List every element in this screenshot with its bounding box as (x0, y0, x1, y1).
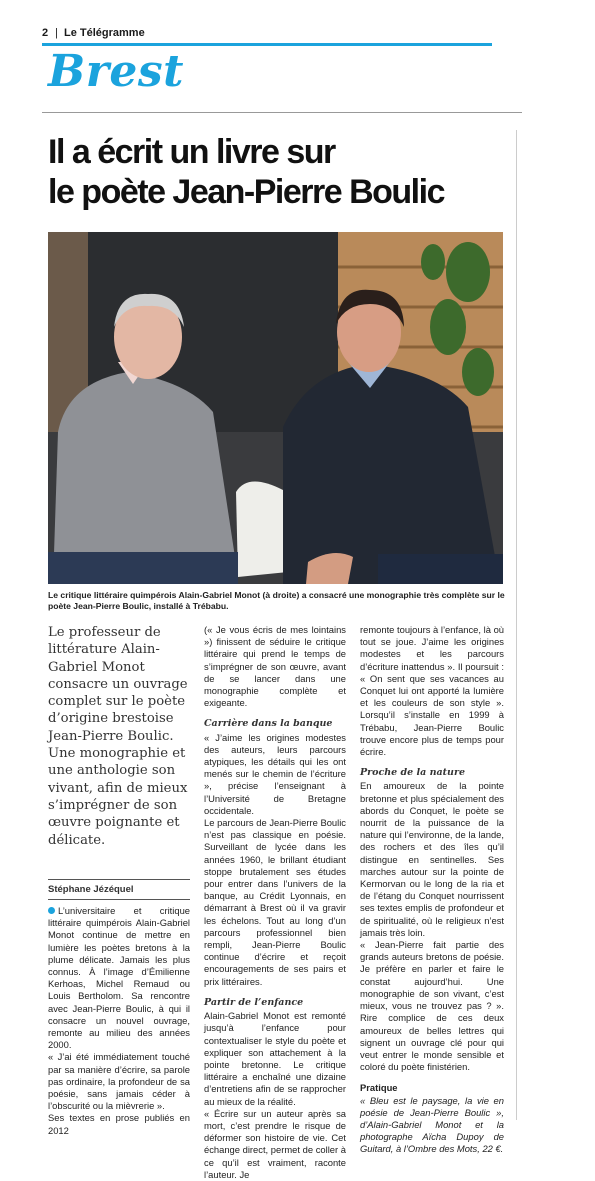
paragraph: (« Je vous écris de mes lointains ») finissent de séduire le critique littéraire qui prend le temps de s’imprégner de son œuvre, avant de se lancer dans une monographie complète et exigeante. (204, 624, 346, 709)
paragraph (48, 905, 190, 1051)
paragraph: Le parcours de Jean-Pierre Boulic n’est pas classique en poésie. Surveillant de lycée dans les années 1960, le brillant étudiant stoppe brutalement ses études pour entrer dans l’univers de la banque, au Crédit Lyonnais, en démarrant à Brest où il va gravir les échelons. Tout au long d’un parcours professionnel bien rempli, Jean-Pierre Boulic continue d’écrire et reçoit encouragements de ses pairs et prix littéraires. (204, 817, 346, 987)
author-byline: Stéphane Jézéquel (48, 884, 134, 895)
headline-line-1: Il a écrit un livre sur (48, 133, 335, 171)
article-headline (48, 132, 518, 212)
header-separator: | (55, 27, 58, 39)
author-rule-top (48, 879, 190, 880)
newspaper-name: Le Télégramme (64, 27, 145, 39)
paragraph: En amoureux de la pointe bretonne et plus spécialement des abords du Conquet, le poète se nourrit de la puissance de la nature qui l’environne, de la lande, des rochers et des îles qu’il distingue en sentinelles. Ses marches autour sur la pointe de Kermorvan ou le long de la ria et de l’étang du Conquet nourrissent ses textes emplis de profondeur et de spiritualité, où le religieux n’est jamais très loin. (360, 780, 504, 938)
paragraph: « J’ai été immédiatement touché par sa manière d’écrire, sa parole pas ordinaire, la profondeur de sa poésie, sans jamais céder à l’obscurité ou la mièvrerie ». (48, 1051, 190, 1112)
paragraph: « Écrire sur un auteur après sa mort, c’est prendre le risque de déformer son histoire de vie. Cet échange direct, permet de coller à ce qu’il est vraiment, raconte l’auteur. Je (204, 1107, 346, 1180)
headline-line-2: le poète Jean-Pierre Boulic (48, 173, 444, 211)
paragraph: Alain-Gabriel Monot est remonté jusqu’à l’enfance pour contextualiser le style du poète et expliquer son attachement à la pointe bretonne. Le critique littéraire a enchaîné une dizaine d’entretiens afin de se rapprocher au mieux de la réalité. (204, 1010, 346, 1107)
paragraph-text: L’universitaire et critique littéraire quimpérois Alain-Gabriel Monot continue de mettre en lumière les poètes bretons à la plume délicate. Jamais les plus connus. À l’image d’Émilienne Kerhoas, Michel Remaud ou Louis Bertholom. Sa rencontre avec Jean-Pierre Boulic, à qui il consacre un nouvel ouvrage, remonte au milieu des années 2000. (48, 905, 190, 1051)
paragraph: « J’aime les origines modestes des auteurs, leurs parcours atypiques, les détails qui les ont menés sur le chemin de l’écriture », précise l’enseignant à l’Université de Bretagne occidentale. (204, 731, 346, 816)
paragraph: « Jean-Pierre fait partie des grands auteurs bretons de poésie. Je préfère en parler et faire le constat aujourd’hui. Une monographie de son vivant, c’est mieux, vous ne trouvez pas ? ». Rire complice de ces deux amoureux de belles lettres qui signent un ouvrage clé pour qui veut entrer le monde sensible et coloré du poète finistérien. (360, 939, 504, 1073)
paragraph: remonte toujours à l’enfance, là où tout se joue. J’aime les origines modestes et les parcours d’écriture inattendus ». Il poursuit : « On sent que ses vacances au Conquet lui ont apporté la lumière et les couleurs de son style ». Lorsqu’il s’installe en 1999 à Trébabu, Jean-Pierre Boulic trouve encore plus de temps pour écrire. (360, 624, 504, 758)
article-column-2 (204, 624, 346, 1181)
article-photo (48, 232, 503, 584)
author-rule-bottom (48, 899, 190, 900)
article-column-3 (360, 624, 504, 1156)
paragraph: Ses textes en prose publiés en 2012 (48, 1112, 190, 1136)
bullet-dot-icon (48, 907, 55, 914)
article-lead: Le professeur de littérature Alain-Gabriel Monot consacre un ouvrage complet sur le poète d’origine brestoise Jean-Pierre Boulic. Une monographie et une anthologie son vivant, afin de mieux s’imprégner de son œuvre poignante et délicate. (48, 625, 188, 848)
subheading: Proche de la nature (360, 767, 466, 779)
page-header (42, 24, 492, 46)
practical-info: « Bleu est le paysage, la vie en poésie de Jean-Pierre Boulic », d’Alain-Gabriel Monot et la photographe Aïcha Dupoy de Guitard, à l’Ombre des Mots, 22 €. (360, 1094, 504, 1155)
practical-title: Pratique (360, 1082, 398, 1094)
photo-caption: Le critique littéraire quimpérois Alain-Gabriel Monot (à droite) a consacré une monographie très complète sur le poète Jean-Pierre Boulic, installé à Trébabu. (48, 590, 505, 611)
page-number: 2 (42, 27, 49, 39)
column-divider (516, 130, 517, 1120)
article-column-1 (48, 905, 190, 1137)
subheading: Partir de l’enfance (204, 996, 304, 1008)
section-title: Brest (48, 46, 184, 97)
subheading: Carrière dans la banque (204, 718, 333, 730)
section-divider (42, 112, 522, 113)
